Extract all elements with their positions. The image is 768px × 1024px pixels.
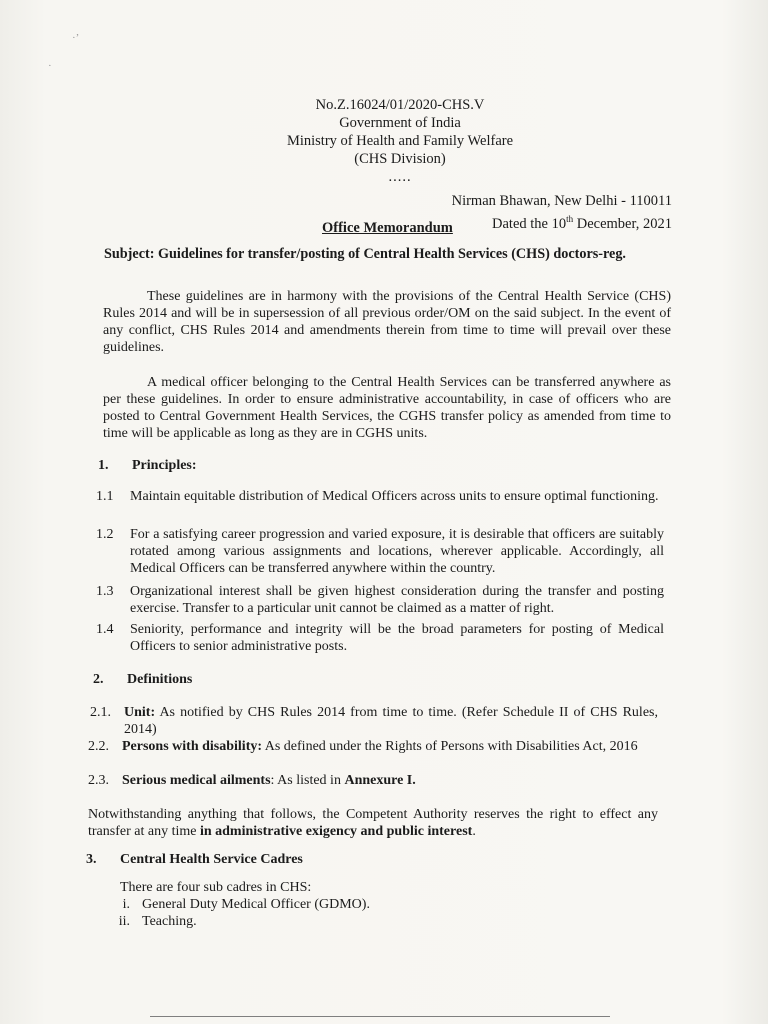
section-title: Definitions	[127, 672, 193, 687]
item-number: 1.2	[96, 527, 114, 542]
cadre-intro: There are four sub cadres in CHS:	[120, 880, 312, 895]
page-edge-line	[150, 1016, 610, 1017]
definition-term: Persons with disability:	[122, 739, 263, 754]
definition-text: As notified by CHS Rules 2014 from time to time. (Refer Schedule II of CHS Rules, 2014)	[124, 705, 658, 737]
government-line: Government of India	[339, 115, 461, 131]
definition-item	[88, 772, 656, 789]
date-suffix: December, 2021	[573, 215, 672, 232]
date-line	[452, 210, 672, 233]
principle-item	[96, 621, 664, 655]
definition-term: Unit:	[124, 705, 156, 720]
item-text: Teaching.	[142, 914, 197, 929]
address-line: Nirman Bhawan, New Delhi - 110011	[451, 193, 672, 209]
item-number: 2.1.	[90, 705, 111, 720]
definition-item	[90, 704, 658, 738]
principle-item	[96, 526, 664, 577]
file-number: No.Z.16024/01/2020-CHS.V	[315, 97, 485, 113]
date-superscript: th	[566, 214, 574, 224]
section-number: 1.	[98, 458, 109, 473]
item-text: Maintain equitable distribution of Medical Officers across units to ensure optimal functioning.	[130, 489, 659, 504]
notwithstanding-paragraph	[88, 806, 658, 840]
section-2-heading	[93, 672, 192, 688]
intro-paragraph-1	[103, 288, 671, 356]
subject-line: Subject: Guidelines for transfer/posting of Central Health Services (CHS) doctors-reg.	[104, 246, 626, 262]
definition-term: Serious medical ailments	[122, 773, 271, 788]
section-1-heading	[98, 458, 197, 474]
item-number: 2.3.	[88, 773, 109, 788]
item-text: Seniority, performance and integrity will be the broad parameters for posting of Medical Officers to senior administrative posts.	[130, 622, 664, 654]
item-number: 2.2.	[88, 739, 109, 754]
paragraph-text: Notwithstanding anything that follows, the Competent Authority reserves the right to effect any transfer at any time	[88, 807, 658, 839]
definition-item	[88, 738, 656, 755]
division-line: (CHS Division)	[354, 151, 446, 167]
item-text: For a satisfying career progression and varied exposure, it is desirable that officers are suitably rotated among various assignments and locations, wherever applicable. Accordingly, all Medical Officers can be transferred anywhere within the country.	[130, 527, 664, 576]
principle-item	[96, 583, 664, 617]
item-text: General Duty Medical Officer (GDMO).	[142, 897, 370, 912]
place-and-date	[452, 192, 672, 233]
header-dots: .....	[388, 169, 412, 185]
section-number: 3.	[86, 852, 97, 867]
item-number: 1.4	[96, 622, 114, 637]
item-number: 1.3	[96, 584, 114, 599]
definition-text: As defined under the Rights of Persons with Disabilities Act, 2016	[262, 739, 638, 754]
document-header	[260, 96, 540, 186]
cadre-item	[100, 897, 370, 913]
section-title: Principles:	[132, 458, 197, 473]
item-text: Organizational interest shall be given highest consideration during the transfer and posting exercise. Transfer to a particular unit cannot be claimed as a matter of right.	[130, 584, 664, 616]
paragraph-end: .	[472, 824, 476, 839]
paragraph-text: These guidelines are in harmony with the provisions of the Central Health Service (CHS) Rules 2014 and will be in supersession of all previous order/OM on the said subject. In the event of any conflict, CHS Rules 2014 and amendments therein from time to time will prevail over these guidelines.	[103, 289, 671, 355]
paragraph-text: A medical officer belonging to the Central Health Services can be transferred anywhere as per these guidelines. In order to ensure administrative accountability, in case of officers who are posted to Central Government Health Services, the CGHS transfer policy as amended from time to time will be applicable as long as they are in CGHS units.	[103, 375, 671, 441]
memorandum-title: Office Memorandum	[322, 220, 453, 236]
intro-paragraph-2	[103, 374, 671, 442]
annexure-reference: Annexure I.	[344, 773, 416, 788]
principle-item	[96, 488, 664, 505]
scan-speck: ·ʼ	[72, 32, 80, 44]
item-number: 1.1	[96, 489, 114, 504]
scan-speck: ·	[48, 60, 52, 72]
section-title: Central Health Service Cadres	[120, 852, 303, 867]
cadre-item	[100, 914, 197, 930]
date-prefix: Dated the 10	[492, 215, 567, 232]
item-number: ii.	[118, 914, 130, 929]
section-number: 2.	[93, 672, 104, 687]
section-3-heading	[86, 852, 303, 868]
ministry-line: Ministry of Health and Family Welfare	[286, 133, 514, 149]
definition-text: : As listed in	[270, 773, 345, 788]
paragraph-bold-text: in administrative exigency and public interest	[199, 824, 473, 839]
item-number: i.	[122, 897, 130, 912]
